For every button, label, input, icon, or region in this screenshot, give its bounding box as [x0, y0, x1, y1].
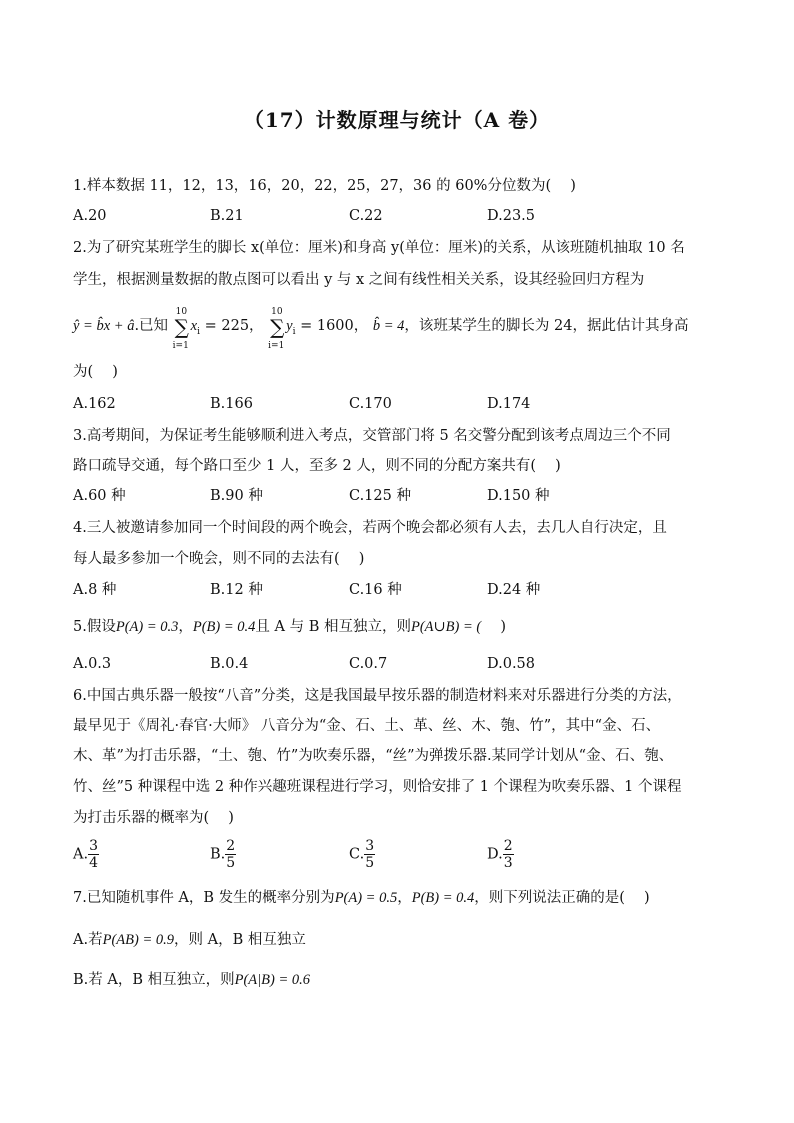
q6-line-1: 6.中国古典乐器一般按“八音”分类，这是我国最早按乐器的制造材料来对乐器进行分类的方法，	[73, 688, 682, 704]
q4-option-b: B.12 种	[210, 582, 263, 598]
q1-option-a: A.20	[73, 208, 107, 224]
q5-stem: 5.假设P(A) = 0.3，P(B) = 0.4且 A 与 B 相互独立，则P(A∪B) = ( )	[73, 619, 507, 635]
q7-option-a: A.若P(AB) = 0.9，则 A，B 相互独立	[73, 932, 306, 948]
q6-line-2: 最早见于《周礼·春官·大师》 八音分为“金、石、土、革、丝、木、匏、竹”，其中“金、石、	[73, 718, 661, 734]
q2-tail: ，该班某学生的脚长为 24，据此估计其身高	[404, 318, 689, 334]
q6-option-d: D. $\frac{2}{3}$	[487, 838, 513, 871]
q3-line-1: 3.高考期间，为保证考生能够顺利进入考点，交管部门将 5 名交警分配到该考点周边三个不同	[73, 428, 671, 444]
q3-option-d: D.150 种	[487, 488, 550, 504]
q6-line-5: 为打击乐器的概率为( )	[73, 810, 234, 826]
q1-stem: 1.样本数据 11，12，13，16，20，22，25，27，36 的 60%分位数为( )	[73, 178, 576, 194]
q7-pb: P(B) = 0.4	[411, 890, 475, 906]
sum-x-value: = 225，	[200, 318, 264, 334]
sum-symbol-x: 10 ∑ i=1	[172, 307, 189, 351]
q5-option-d: D.0.58	[487, 656, 536, 672]
q5-option-a: A.0.3	[73, 656, 112, 672]
q3-line-2: 路口疏导交通，每个路口至少 1 人，至多 2 人，则不同的分配方案共有( )	[73, 458, 561, 474]
q4-option-d: D.24 种	[487, 582, 541, 598]
q7-pa: P(A) = 0.5	[334, 890, 398, 906]
fraction: $\frac{2}{3}$	[503, 838, 513, 871]
q1-option-d: D.23.5	[487, 208, 536, 224]
q2-option-c: C.170	[349, 396, 392, 412]
q6-option-a: A. $\frac{3}{4}$	[73, 838, 99, 871]
q5-pb: P(B) = 0.4	[192, 619, 256, 635]
q7-stem: 7.已知随机事件 A，B 发生的概率分别为P(A) = 0.5，P(B) = 0.4，则下列说法正确的是( )	[73, 890, 650, 906]
q3-option-b: B.90 种	[210, 488, 263, 504]
fraction: $\frac{3}{5}$	[365, 838, 375, 871]
q6-option-b: B. $\frac{2}{5}$	[210, 838, 236, 871]
q6-option-c: C. $\frac{3}{5}$	[349, 838, 375, 871]
q5-pa: P(A) = 0.3	[115, 619, 179, 635]
q5-pab: P(A∪B) = (	[410, 619, 482, 635]
regression-equation: ŷ = b̂x + â	[73, 318, 135, 334]
sum-symbol-y: 10 ∑ i=1	[268, 307, 285, 351]
q4-option-c: C.16 种	[349, 582, 402, 598]
q6-line-3: 木、革”为打击乐器，“土、匏、竹”为吹奏乐器，“丝”为弹拨乐器.某同学计划从“金、石、匏、	[73, 748, 674, 764]
q3-option-a: A.60 种	[73, 488, 126, 504]
sum-y-value: = 1600，	[295, 318, 369, 334]
fraction: $\frac{2}{5}$	[226, 838, 236, 871]
q4-line-1: 4.三人被邀请参加同一个时间段的两个晚会，若两个晚会都必须有人去，去几人自行决定，且	[73, 520, 667, 536]
b-hat-value: b̂ = 4	[372, 318, 405, 334]
q3-option-c: C.125 种	[349, 488, 411, 504]
q7-option-b: B.若 A，B 相互独立，则P(A|B) = 0.6	[73, 972, 310, 988]
q2-line-2: 学生，根据测量数据的散点图可以看出 y 与 x 之间有线性相关关系，设其经验回归方程为	[73, 272, 645, 288]
q1-option-b: B.21	[210, 208, 244, 224]
q4-option-a: A.8 种	[73, 582, 117, 598]
q5-option-b: B.0.4	[210, 656, 249, 672]
q2-line-1: 2.为了研究某班学生的脚长 x(单位：厘米)和身高 y(单位：厘米)的关系，从该班随机抽取 10 名	[73, 240, 685, 256]
q2-line-4: 为( )	[73, 364, 118, 380]
q1-option-c: C.22	[349, 208, 383, 224]
q2-option-d: D.174	[487, 396, 531, 412]
q5-option-c: C.0.7	[349, 656, 388, 672]
page-title: （17）计数原理与统计（A 卷）	[243, 108, 551, 132]
q2-option-b: B.166	[210, 396, 253, 412]
fraction: $\frac{3}{4}$	[89, 838, 99, 871]
q2-line-3: ŷ = b̂x + â.已知 10 ∑ i=1 $x_i = 225$， 10 ∑ i=1 $y_i = 1600$， b̂ = 4，该班某学生的脚长为 24，据此估计其身高	[73, 307, 689, 351]
known-text: .已知	[134, 318, 169, 334]
q6-line-4: 竹、丝”5 种课程中选 2 种作兴趣班课程进行学习，则恰安排了 1 个课程为吹奏乐器、1 个课程	[73, 779, 682, 795]
q2-option-a: A.162	[73, 396, 116, 412]
q4-line-2: 每人最多参加一个晚会，则不同的去法有( )	[73, 551, 365, 567]
